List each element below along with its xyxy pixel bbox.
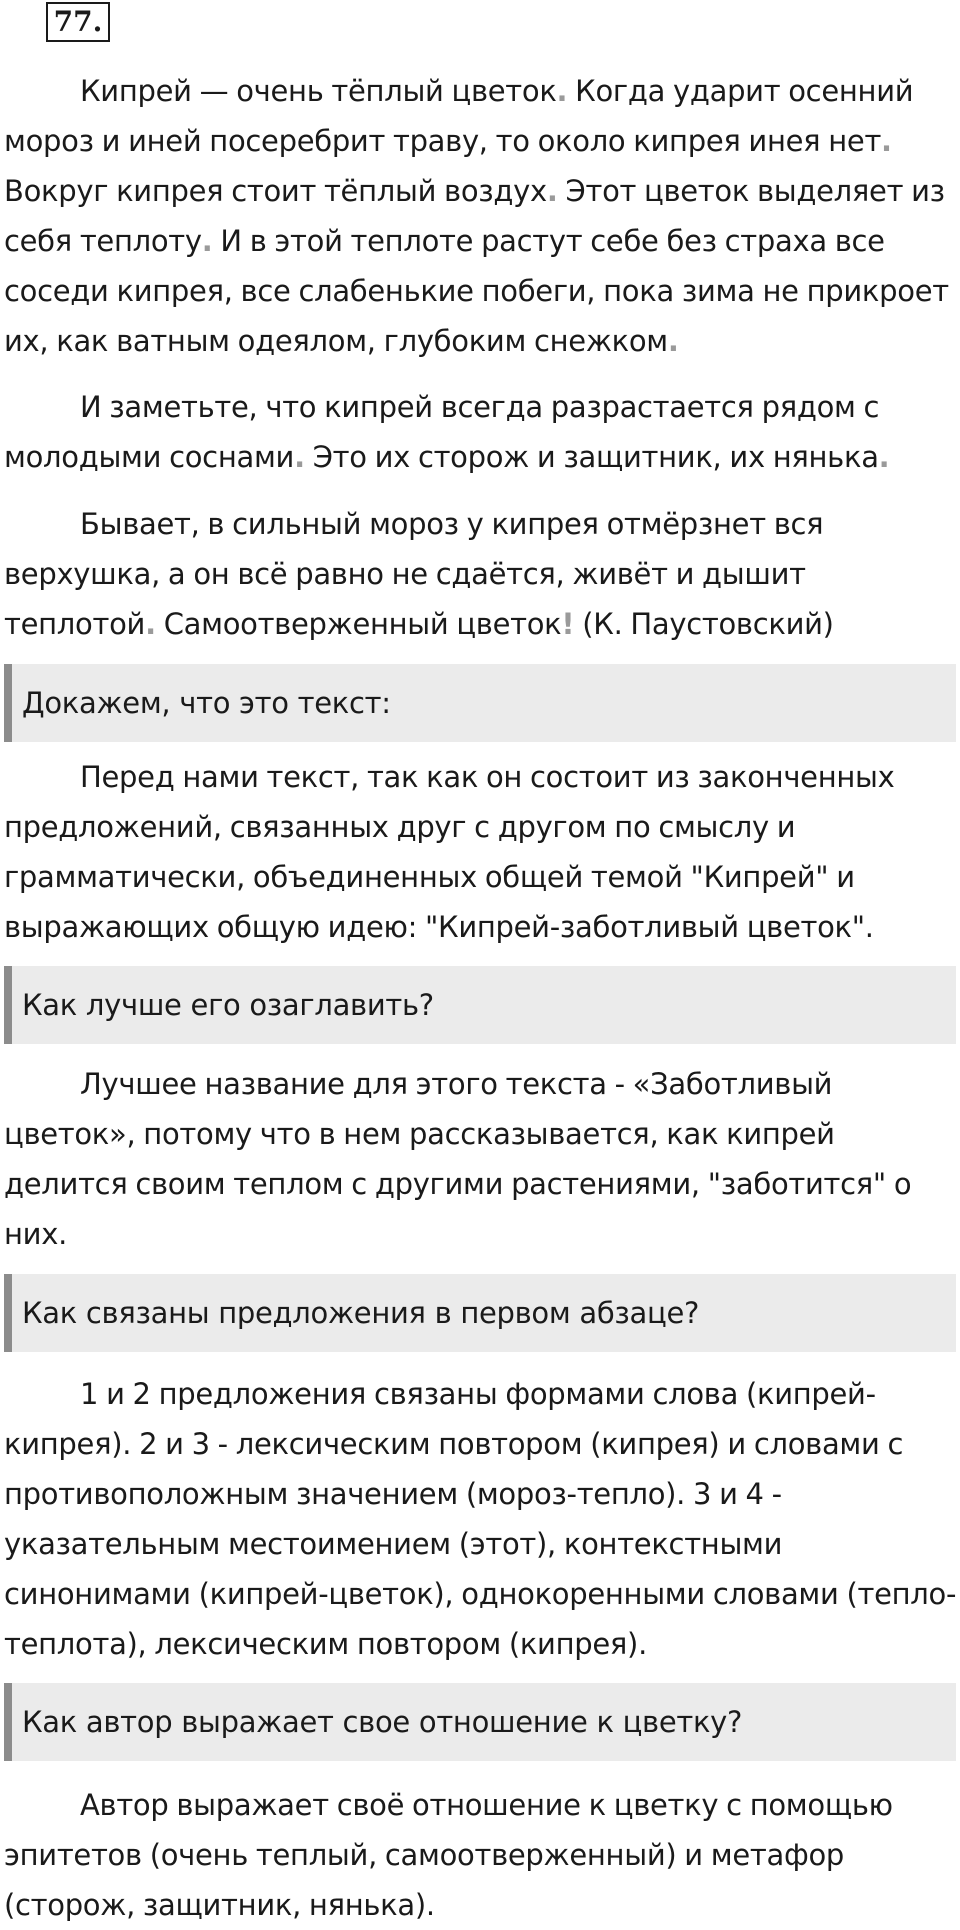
sentence: Вокруг кипрея стоит тёплый воздух xyxy=(4,174,547,208)
sentence: Это их сторож и защитник, их нянька xyxy=(304,440,879,474)
sentence-mark: . xyxy=(881,124,892,158)
answer-paragraph-2: Лучшее название для этого текста - «Заботливый цветок», потому что в нем рассказывается, как кипрей делится своим теплом с другими растениями, "заботится" о них. xyxy=(4,1067,912,1251)
story-paragraph-2 xyxy=(0,382,960,482)
question-heading-4: Как автор выражает свое отношение к цветку? xyxy=(4,1683,956,1761)
sentence-mark: . xyxy=(145,607,156,641)
sentence-mark: . xyxy=(294,440,305,474)
sentence-mark: . xyxy=(556,74,568,108)
sentence-mark: ! xyxy=(561,607,575,641)
answer-paragraph-1: Перед нами текст, так как он состоит из законченных предложений, связанных друг с другом по смыслу и грамматически, объединенных общей темой "Кипрей" и выражающих общую идею: "Кипрей-заботливый цветок". xyxy=(4,760,895,944)
sentence-mark: . xyxy=(878,440,890,474)
exercise-number: 77. xyxy=(46,2,110,42)
sentence-mark: . xyxy=(667,324,679,358)
story-paragraph-1 xyxy=(0,66,960,366)
answer-paragraph-4: Автор выражает своё отношение к цветку с помощью эпитетов (очень теплый, самоотверженный) и метафор (сторож, защитник, нянька). xyxy=(4,1788,893,1922)
sentence: Когда ударит осенний мороз и иней посеребрит траву, то около кипрея инея нет xyxy=(4,74,914,158)
question-heading-3: Как связаны предложения в первом абзаце? xyxy=(4,1274,956,1352)
answer-paragraph-3: 1 и 2 предложения связаны формами слова (кипрей-кипрея). 2 и 3 - лексическим повтором (кипрея) и словами с противоположным значением (мороз-тепло). 3 и 4 - указательным местоимением (этот), контекстными синонимами (кипрей-цветок), однокоренными словами (тепло-теплота), лексическим повтором (кипрея). xyxy=(4,1377,957,1661)
sentence: Этот цветок выделяет из себя теплоту xyxy=(4,174,945,258)
author-attribution: (К. Паустовский) xyxy=(574,607,834,641)
sentence: И в этой теплоте растут себе без страха все соседи кипрея, все слабенькие побеги, пока зима не прикроет их, как ватным одеялом, глубоким снежком xyxy=(4,224,949,358)
sentence: Кипрей — очень тёплый цветок xyxy=(80,74,557,108)
question-heading-1: Докажем, что это текст: xyxy=(4,664,956,742)
sentence-mark: . xyxy=(201,224,213,258)
sentence-mark: . xyxy=(546,174,558,208)
sentence: Самоотверженный цветок xyxy=(155,607,562,641)
sentence: И заметьте, что кипрей всегда разрастается рядом с молодыми соснами xyxy=(4,390,880,474)
story-paragraph-3 xyxy=(0,499,960,649)
question-heading-2: Как лучше его озаглавить? xyxy=(4,966,956,1044)
sentence: Бывает, в сильный мороз у кипрея отмёрзнет вся верхушка, а он всё равно не сдаётся, живёт и дышит теплотой xyxy=(4,507,824,641)
